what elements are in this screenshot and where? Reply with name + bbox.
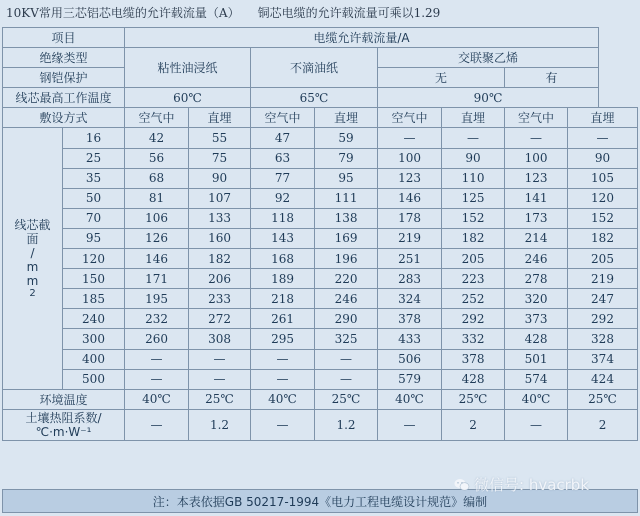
value-cell: 374 — [568, 349, 638, 369]
row-size: 240 — [63, 309, 125, 329]
soil-label — [3, 409, 125, 440]
value-cell: 189 — [251, 269, 315, 289]
table-row — [3, 208, 638, 228]
value-cell: 120 — [568, 188, 638, 208]
value-cell: 55 — [189, 128, 251, 148]
soil-row — [3, 409, 638, 440]
temp-xlpe: 90℃ — [378, 88, 599, 108]
value-cell: 123 — [378, 168, 442, 188]
value-cell: 205 — [442, 249, 505, 269]
value-cell: 223 — [442, 269, 505, 289]
row-size: 150 — [63, 269, 125, 289]
header-item: 项目 — [3, 28, 125, 48]
laying-buried: 直埋 — [442, 108, 505, 128]
table-row — [3, 269, 638, 289]
value-cell: 171 — [125, 269, 189, 289]
value-cell: 100 — [378, 148, 442, 168]
temp-nondrip: 65℃ — [251, 88, 378, 108]
header-row-laying — [3, 108, 638, 128]
table-row — [3, 168, 638, 188]
row-size: 120 — [63, 249, 125, 269]
value-cell: 378 — [442, 349, 505, 369]
value-cell: 160 — [189, 228, 251, 248]
value-cell: — — [251, 369, 315, 389]
value-cell: 308 — [189, 329, 251, 349]
laying-label: 敷设方式 — [3, 108, 125, 128]
soil-value: — — [251, 409, 315, 440]
value-cell: 206 — [189, 269, 251, 289]
value-cell: 92 — [251, 188, 315, 208]
value-cell: 433 — [378, 329, 442, 349]
value-cell: 325 — [315, 329, 378, 349]
header-ampacity: 电缆允许载流量/A — [125, 28, 599, 48]
table-title — [6, 3, 458, 23]
value-cell: 123 — [505, 168, 568, 188]
section-label-part: 线芯截 — [14, 217, 51, 232]
value-cell: 169 — [315, 228, 378, 248]
title-main: 10KV常用三芯铝芯电缆的允许载流量（A） — [6, 6, 240, 20]
ambient-value: 25℃ — [568, 389, 638, 409]
row-size: 400 — [63, 349, 125, 369]
value-cell: 261 — [251, 309, 315, 329]
value-cell: 111 — [315, 188, 378, 208]
header-row-insulation — [3, 48, 638, 68]
value-cell: 320 — [505, 289, 568, 309]
value-cell: — — [442, 128, 505, 148]
value-cell: 75 — [189, 148, 251, 168]
ambient-label: 环境温度 — [3, 389, 125, 409]
table-row — [3, 128, 638, 148]
row-size: 70 — [63, 208, 125, 228]
value-cell: 182 — [442, 228, 505, 248]
value-cell: 324 — [378, 289, 442, 309]
value-cell: — — [378, 128, 442, 148]
row-size: 35 — [63, 168, 125, 188]
value-cell: 79 — [315, 148, 378, 168]
wechat-icon — [454, 478, 470, 492]
ambient-value: 25℃ — [442, 389, 505, 409]
row-size: 25 — [63, 148, 125, 168]
value-cell: 332 — [442, 329, 505, 349]
row-size: 16 — [63, 128, 125, 148]
laying-air: 空气中 — [378, 108, 442, 128]
value-cell: 295 — [251, 329, 315, 349]
table-row — [3, 228, 638, 248]
value-cell: 205 — [568, 249, 638, 269]
soil-value: — — [125, 409, 189, 440]
armor-yes: 有 — [505, 68, 599, 88]
title-note: 铜芯电缆的允许载流量可乘以1.29 — [257, 6, 441, 20]
laying-air: 空气中 — [505, 108, 568, 128]
value-cell: 247 — [568, 289, 638, 309]
value-cell: 110 — [442, 168, 505, 188]
value-cell: — — [568, 128, 638, 148]
ambient-value: 25℃ — [189, 389, 251, 409]
laying-air: 空气中 — [125, 108, 189, 128]
table-row — [3, 309, 638, 329]
laying-buried: 直埋 — [315, 108, 378, 128]
ampacity-table — [2, 27, 638, 441]
section-label-part: m — [26, 273, 39, 288]
ambient-value: 40℃ — [125, 389, 189, 409]
soil-value: 1.2 — [189, 409, 251, 440]
ambient-value: 25℃ — [315, 389, 378, 409]
value-cell: 328 — [568, 329, 638, 349]
value-cell: 579 — [378, 369, 442, 389]
value-cell: 81 — [125, 188, 189, 208]
value-cell: 251 — [378, 249, 442, 269]
value-cell: 501 — [505, 349, 568, 369]
value-cell: 283 — [378, 269, 442, 289]
value-cell: 272 — [189, 309, 251, 329]
value-cell: 292 — [568, 309, 638, 329]
value-cell: 574 — [505, 369, 568, 389]
value-cell: 126 — [125, 228, 189, 248]
ambient-row — [3, 389, 638, 409]
row-size: 50 — [63, 188, 125, 208]
value-cell: — — [315, 369, 378, 389]
row-size: 95 — [63, 228, 125, 248]
value-cell: 233 — [189, 289, 251, 309]
value-cell: 424 — [568, 369, 638, 389]
value-cell: 143 — [251, 228, 315, 248]
armor-no: 无 — [378, 68, 505, 88]
table-row — [3, 329, 638, 349]
value-cell: 428 — [505, 329, 568, 349]
value-cell: 118 — [251, 208, 315, 228]
laying-buried: 直埋 — [189, 108, 251, 128]
value-cell: 146 — [378, 188, 442, 208]
insulation-oil: 粘性油浸纸 — [125, 48, 251, 88]
footer-note: 注：本表依据GB 50217-1994《电力工程电缆设计规范》编制 — [2, 489, 638, 513]
header-row-temp — [3, 88, 638, 108]
soil-value: 2 — [442, 409, 505, 440]
value-cell: 56 — [125, 148, 189, 168]
laying-buried: 直埋 — [568, 108, 638, 128]
value-cell: 278 — [505, 269, 568, 289]
value-cell: 59 — [315, 128, 378, 148]
value-cell: 168 — [251, 249, 315, 269]
value-cell: 292 — [442, 309, 505, 329]
insulation-label: 绝缘类型 — [3, 48, 125, 68]
value-cell: 100 — [505, 148, 568, 168]
value-cell: 290 — [315, 309, 378, 329]
soil-value: 2 — [568, 409, 638, 440]
value-cell: 252 — [442, 289, 505, 309]
value-cell: 107 — [189, 188, 251, 208]
insulation-nondrip: 不滴油纸 — [251, 48, 378, 88]
table-row — [3, 148, 638, 168]
value-cell: — — [251, 349, 315, 369]
header-row-item — [3, 28, 638, 48]
value-cell: 232 — [125, 309, 189, 329]
soil-value: 1.2 — [315, 409, 378, 440]
section-label-part: m — [26, 259, 39, 274]
table-row — [3, 369, 638, 389]
value-cell: 506 — [378, 349, 442, 369]
value-cell: 196 — [315, 249, 378, 269]
table-row — [3, 249, 638, 269]
section-label — [3, 128, 63, 389]
value-cell: 105 — [568, 168, 638, 188]
value-cell: 152 — [442, 208, 505, 228]
value-cell: 218 — [251, 289, 315, 309]
value-cell: 90 — [442, 148, 505, 168]
value-cell: 152 — [568, 208, 638, 228]
value-cell: 42 — [125, 128, 189, 148]
table-row — [3, 188, 638, 208]
value-cell: 90 — [189, 168, 251, 188]
soil-label-line2: ℃·m·W⁻¹ — [35, 424, 92, 439]
value-cell: 195 — [125, 289, 189, 309]
watermark-text: 微信号: hvacrbk — [474, 476, 590, 494]
value-cell: — — [189, 349, 251, 369]
value-cell: 428 — [442, 369, 505, 389]
value-cell: 182 — [568, 228, 638, 248]
value-cell: 173 — [505, 208, 568, 228]
value-cell: 125 — [442, 188, 505, 208]
value-cell: 246 — [505, 249, 568, 269]
soil-label-line1: 土壤热阻系数/ — [25, 410, 102, 425]
soil-value: — — [378, 409, 442, 440]
value-cell: 77 — [251, 168, 315, 188]
value-cell: 63 — [251, 148, 315, 168]
ambient-value: 40℃ — [251, 389, 315, 409]
value-cell: 220 — [315, 269, 378, 289]
ambient-value: 40℃ — [378, 389, 442, 409]
value-cell: 219 — [568, 269, 638, 289]
armor-label: 钢铠保护 — [3, 68, 125, 88]
temp-oil: 60℃ — [125, 88, 251, 108]
value-cell: 182 — [189, 249, 251, 269]
soil-value: — — [505, 409, 568, 440]
value-cell: 47 — [251, 128, 315, 148]
row-size: 185 — [63, 289, 125, 309]
value-cell: 106 — [125, 208, 189, 228]
value-cell: 219 — [378, 228, 442, 248]
value-cell: 138 — [315, 208, 378, 228]
laying-air: 空气中 — [251, 108, 315, 128]
value-cell: 214 — [505, 228, 568, 248]
table-row — [3, 349, 638, 369]
value-cell: — — [125, 369, 189, 389]
value-cell: 141 — [505, 188, 568, 208]
section-label-part: 2 — [29, 287, 36, 299]
value-cell: 68 — [125, 168, 189, 188]
value-cell: — — [315, 349, 378, 369]
table-row — [3, 289, 638, 309]
watermark — [454, 474, 589, 492]
section-label-part: 面 — [26, 231, 39, 246]
value-cell: 133 — [189, 208, 251, 228]
value-cell: 373 — [505, 309, 568, 329]
ambient-value: 40℃ — [505, 389, 568, 409]
insulation-xlpe: 交联聚乙烯 — [378, 48, 599, 68]
section-label-part: / — [30, 245, 35, 260]
value-cell: 378 — [378, 309, 442, 329]
value-cell: — — [189, 369, 251, 389]
value-cell: 260 — [125, 329, 189, 349]
row-size: 300 — [63, 329, 125, 349]
row-size: 500 — [63, 369, 125, 389]
value-cell: 246 — [315, 289, 378, 309]
value-cell: — — [125, 349, 189, 369]
value-cell: 95 — [315, 168, 378, 188]
value-cell: — — [505, 128, 568, 148]
value-cell: 146 — [125, 249, 189, 269]
value-cell: 178 — [378, 208, 442, 228]
value-cell: 90 — [568, 148, 638, 168]
max-temp-label: 线芯最高工作温度 — [3, 88, 125, 108]
